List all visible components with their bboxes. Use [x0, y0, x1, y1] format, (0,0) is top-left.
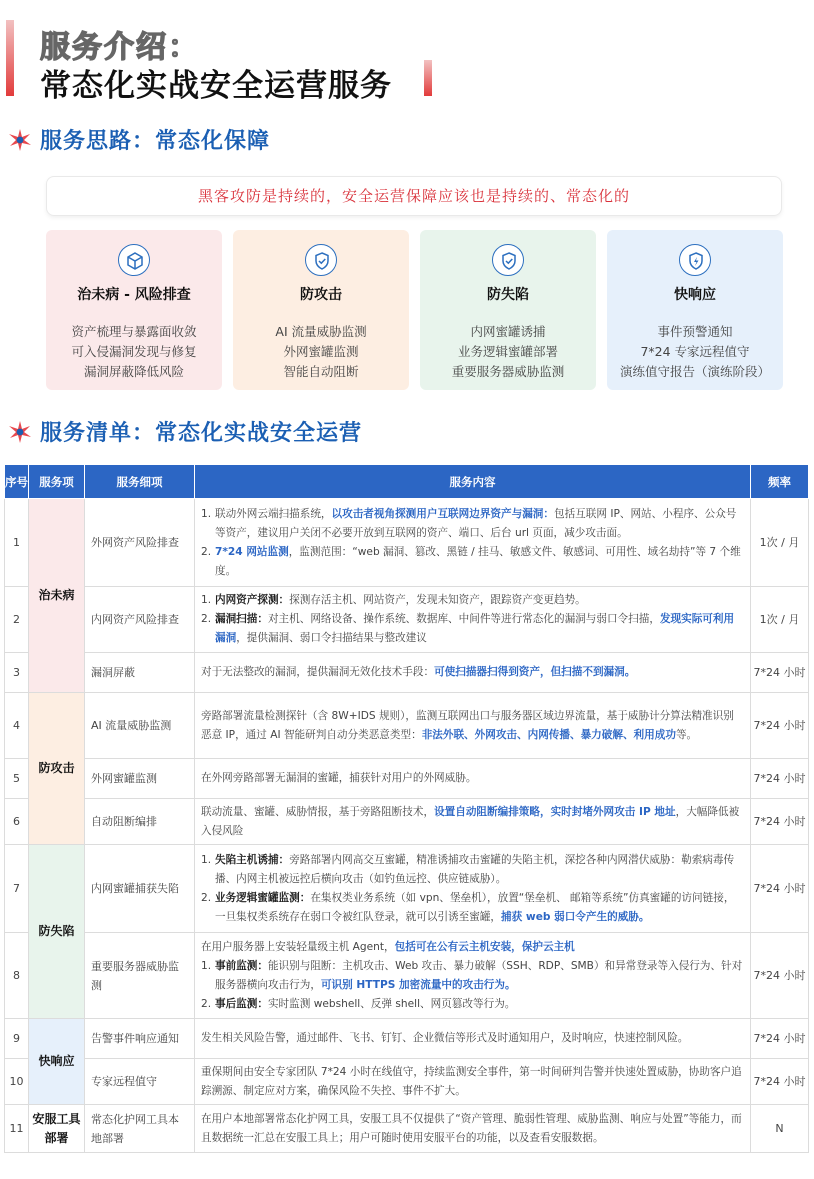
- lightning-shield-icon: [686, 251, 706, 271]
- service-description: 1. 内网资产探测：探测存活主机、网站资产，发现未知资产，跟踪资产变更趋势。 2. 漏洞扫描：对主机、网络设备、操作系统、数据库、中间件等进行常态化的漏洞与弱口令扫描，发现实际可利用漏洞，提供漏洞、弱口令扫描结果与整改建议: [195, 587, 751, 653]
- service-item: 内网蜜罐捕获失陷: [85, 845, 195, 933]
- service-description: 1. 联动外网云端扫描系统，以攻击者视角探测用户互联网边界资产与漏洞：包括互联网 IP、网站、小程序、公众号等资产，建议用户关闭不必要开放到互联网的资产、端口、后台 url 页面，减少攻击面。 2. 7*24 网站监测，监测范围：“web 漏洞、篡改、黑链 / 挂马、敏感文件、敏感词、可用性、域名劫持”等 7 个维度。: [195, 499, 751, 587]
- page-header: [0, 0, 814, 110]
- service-table: [4, 464, 809, 1153]
- card-line: AI 流量威胁监测: [275, 324, 367, 339]
- frequency: 7*24 小时: [751, 1019, 809, 1059]
- frequency: 7*24 小时: [751, 933, 809, 1019]
- col-header: 频率: [751, 465, 809, 499]
- category-cell: 安服工具部署: [29, 1105, 85, 1153]
- service-item: AI 流量威胁监测: [85, 693, 195, 759]
- service-item: 重要服务器威胁监测: [85, 933, 195, 1019]
- col-header: 服务细项: [85, 465, 195, 499]
- row-number: 4: [5, 693, 29, 759]
- table-row: [5, 1019, 809, 1059]
- category-cell: 治未病: [29, 499, 85, 693]
- row-number: 2: [5, 587, 29, 653]
- row-number: 3: [5, 653, 29, 693]
- frequency: 1次 / 月: [751, 499, 809, 587]
- category-cell: 防攻击: [29, 693, 85, 845]
- header-accent-bar-right: [424, 60, 432, 96]
- card-line: 可入侵漏洞发现与修复: [71, 344, 197, 359]
- service-description: 联动流量、蜜罐、威胁情报，基于旁路阻断技术，设置自动阻断编排策略，实时封堵外网攻击 IP 地址，大幅降低被入侵风险: [195, 799, 751, 845]
- card-line: 资产梳理与暴露面收敛: [71, 324, 197, 339]
- header-accent-bar-left: [6, 20, 14, 96]
- frequency: 7*24 小时: [751, 653, 809, 693]
- service-description: 在外网旁路部署无漏洞的蜜罐，捕获针对用户的外网威胁。: [195, 759, 751, 799]
- page-title: 常态化实战安全运营服务: [40, 68, 392, 104]
- table-row: [5, 1059, 809, 1105]
- service-cards: [46, 230, 782, 390]
- card-line: 重要服务器威胁监测: [451, 364, 565, 379]
- shield-check-icon: [499, 251, 519, 271]
- card-title: 治未病 - 风险排查: [77, 287, 191, 303]
- card-line: 智能自动阻断: [283, 364, 359, 379]
- table-row: [5, 933, 809, 1019]
- section-heading-list: [0, 414, 814, 450]
- service-description: 在用户本地部署常态化护网工具，安服工具不仅提供了“资产管理、脆弱性管理、威胁监测、响应与处置”等能力，而且数据统一汇总在安服工具上；用户可随时使用安服平台的功能，以及查看安服数据。: [195, 1105, 751, 1153]
- row-number: 6: [5, 799, 29, 845]
- category-cell: 防失陷: [29, 845, 85, 1019]
- row-number: 8: [5, 933, 29, 1019]
- section-title: 服务思路：常态化保障: [40, 129, 271, 154]
- table-row: [5, 693, 809, 759]
- table-row: [5, 1105, 809, 1153]
- table-row: [5, 759, 809, 799]
- card-fast-response: [607, 230, 783, 390]
- service-description: 旁路部署流量检测探针（含 8W+IDS 规则），监测互联网出口与服务器区域边界流量，基于威胁计分算法精准识别恶意 IP，通过 AI 智能研判自动分类恶意类型：非法外联、外网攻击、内网传播、暴力破解、利用成功等。: [195, 693, 751, 759]
- card-line: 业务逻辑蜜罐部署: [457, 344, 558, 359]
- service-description: 发生相关风险告警，通过邮件、飞书、钉钉、企业微信等形式及时通知用户，及时响应，快速控制风险。: [195, 1019, 751, 1059]
- row-number: 7: [5, 845, 29, 933]
- row-number: 11: [5, 1105, 29, 1153]
- shield-check-icon: [312, 251, 332, 271]
- starburst-icon: [8, 420, 32, 444]
- service-description: 对于无法整改的漏洞，提供漏洞无效化技术手段：可使扫描器扫得到资产，但扫描不到漏洞。: [195, 653, 751, 693]
- card-line: 演练值守报告（演练阶段）: [619, 364, 770, 379]
- card-line: 内网蜜罐诱捕: [470, 324, 546, 339]
- table-row: [5, 499, 809, 587]
- service-item: 漏洞屏蔽: [85, 653, 195, 693]
- card-anti-compromise: [420, 230, 596, 390]
- card-title: 防攻击: [300, 287, 342, 303]
- table-row: [5, 845, 809, 933]
- category-cell: 快响应: [29, 1019, 85, 1105]
- service-item: 告警事件响应通知: [85, 1019, 195, 1059]
- frequency: 7*24 小时: [751, 759, 809, 799]
- frequency: 7*24 小时: [751, 799, 809, 845]
- header-prefix: 服务介绍：: [40, 30, 200, 65]
- row-number: 9: [5, 1019, 29, 1059]
- card-line: 事件预警通知: [657, 324, 733, 339]
- table-row: [5, 587, 809, 653]
- frequency: N: [751, 1105, 809, 1153]
- card-risk-check: [46, 230, 222, 390]
- frequency: 7*24 小时: [751, 845, 809, 933]
- col-header: 服务内容: [195, 465, 751, 499]
- service-item: 常态化护网工具本地部署: [85, 1105, 195, 1153]
- frequency: 7*24 小时: [751, 1059, 809, 1105]
- table-row: [5, 653, 809, 693]
- slogan-banner: 黑客攻防是持续的，安全运营保障应该也是持续的、常态化的: [46, 176, 782, 216]
- row-number: 10: [5, 1059, 29, 1105]
- card-title: 防失陷: [487, 287, 529, 303]
- starburst-icon: [8, 128, 32, 152]
- card-line: 7*24 专家远程值守: [640, 344, 750, 359]
- table-header-row: [5, 465, 809, 499]
- col-header: 服务项: [29, 465, 85, 499]
- section-heading-approach: [0, 122, 814, 158]
- service-item: 外网资产风险排查: [85, 499, 195, 587]
- table-row: [5, 799, 809, 845]
- card-title: 快响应: [674, 287, 716, 303]
- section-title: 服务清单：常态化实战安全运营: [40, 421, 363, 446]
- card-line: 漏洞屏蔽降低风险: [83, 364, 184, 379]
- service-item: 外网蜜罐监测: [85, 759, 195, 799]
- frequency: 7*24 小时: [751, 693, 809, 759]
- col-header: 序号: [5, 465, 29, 499]
- frequency: 1次 / 月: [751, 587, 809, 653]
- service-description: 重保期间由安全专家团队 7*24 小时在线值守，持续监测安全事件，第一时间研判告警并快速处置威胁，协助客户追踪溯源、制定应对方案，确保风险不失控、事件不扩大。: [195, 1059, 751, 1105]
- service-item: 自动阻断编排: [85, 799, 195, 845]
- service-item: 内网资产风险排查: [85, 587, 195, 653]
- row-number: 1: [5, 499, 29, 587]
- card-line: 外网蜜罐监测: [283, 344, 359, 359]
- card-anti-attack: [233, 230, 409, 390]
- service-description: 在用户服务器上安装轻量级主机 Agent，包括可在公有云主机安装，保护云主机 1. 事前监测：能识别与阻断：主机攻击、Web 攻击、暴力破解（SSH、RDP、SMB）和异常登录等入侵行为、针对服务器横向攻击行为，可识别 HTTPS 加密流量中的攻击行为。 2. 事后监测：实时监测 webshell、反弹 shell、网页篡改等行为。: [195, 933, 751, 1019]
- cube-icon: [125, 251, 145, 271]
- service-item: 专家远程值守: [85, 1059, 195, 1105]
- service-description: 1. 失陷主机诱捕：旁路部署内网高交互蜜罐，精准诱捕攻击蜜罐的失陷主机，深挖各种内网潜伏威胁：勒索病毒传播、内网主机被远控后横向攻击（如钓鱼远控、供应链威胁）。 2. 业务逻辑蜜罐监测：在集权类业务系统（如 vpn、堡垒机），放置“堡垒机、 邮箱等系统”仿真蜜罐的访问链接，一旦集权类系统存在弱口令被红队登录，就可以引诱至蜜罐，捕获 web 弱口令产生的威胁。: [195, 845, 751, 933]
- row-number: 5: [5, 759, 29, 799]
